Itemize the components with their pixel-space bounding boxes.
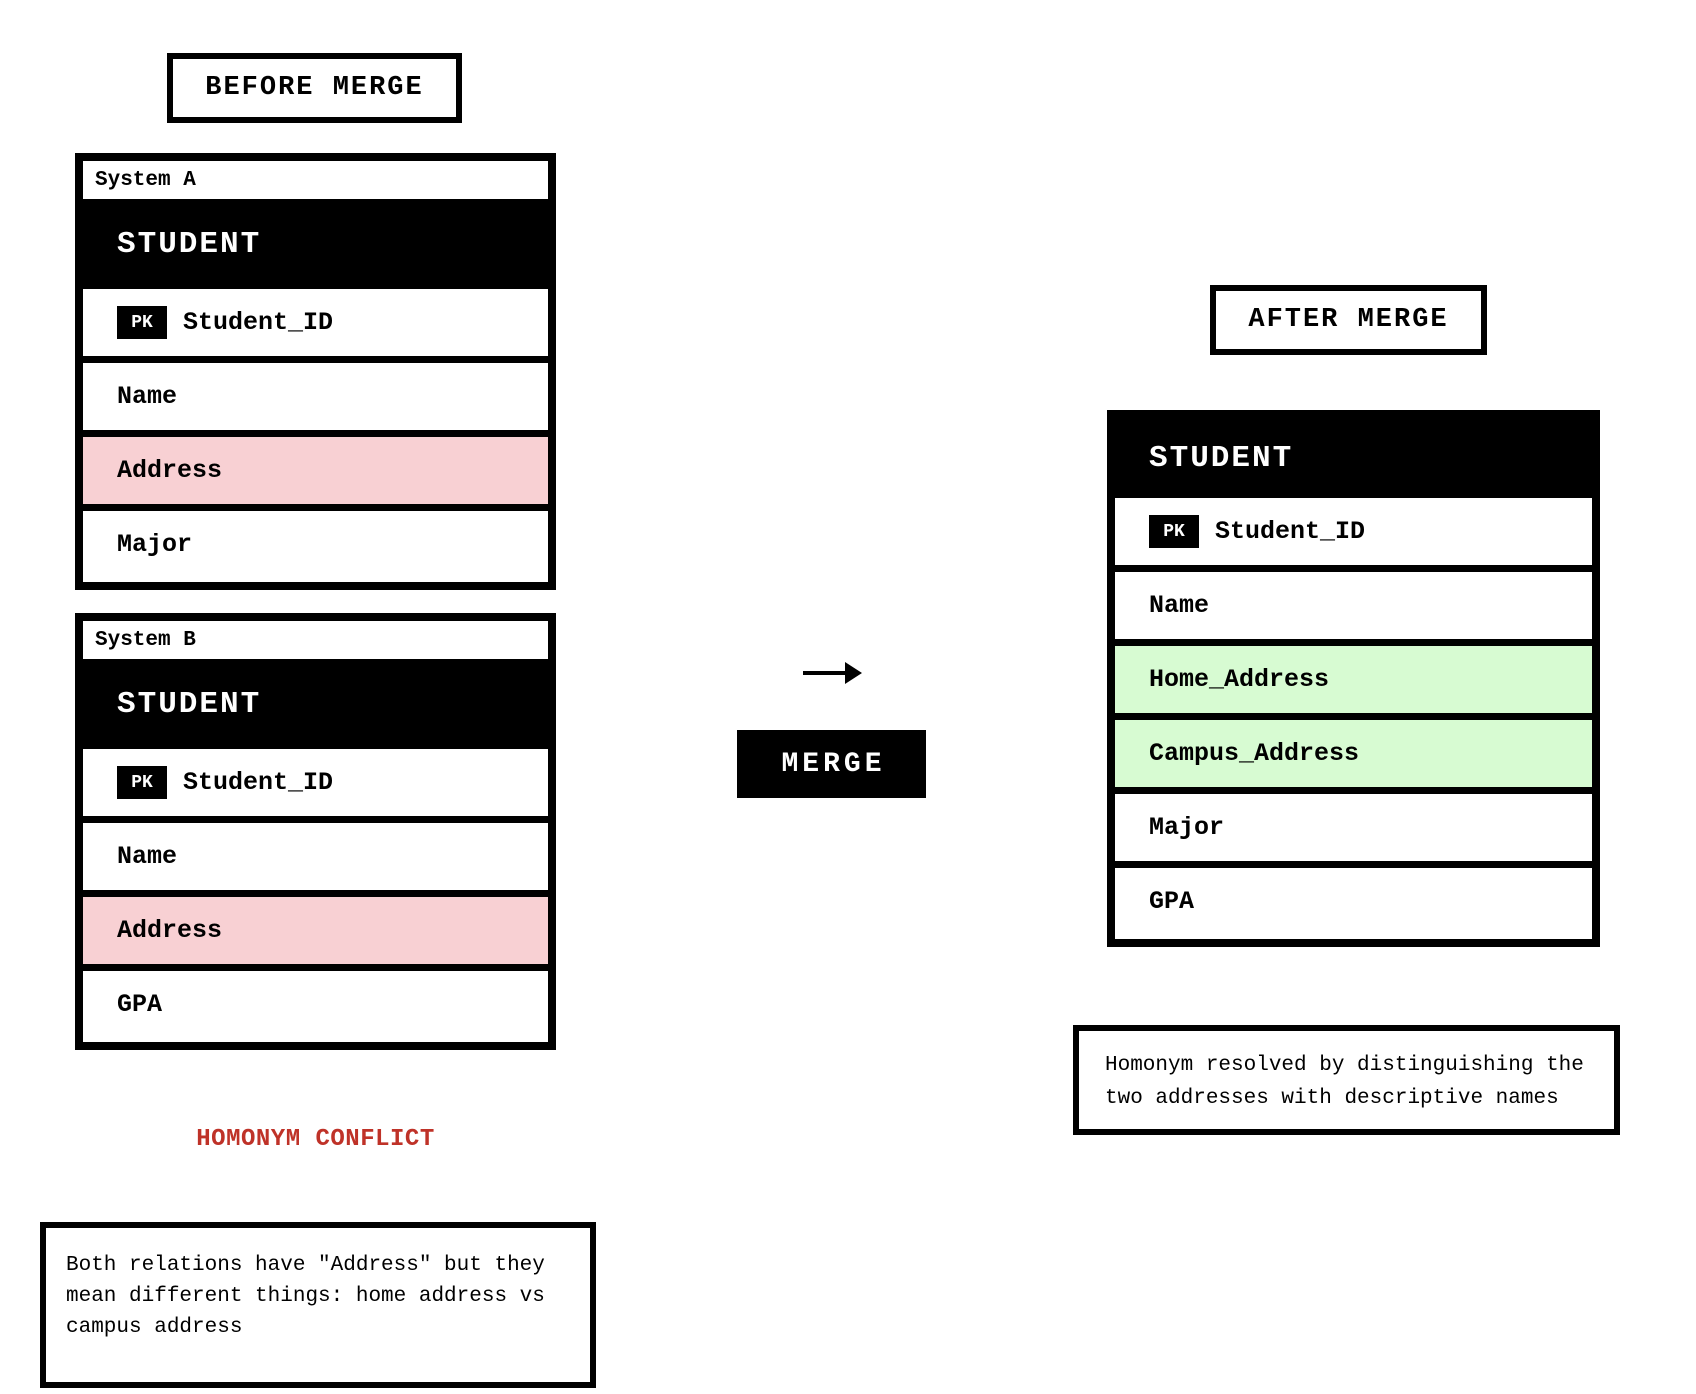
system-a-label: System A [95, 168, 196, 192]
attribute-label: GPA [117, 990, 163, 1019]
merged-entity-header: STUDENT [1115, 418, 1592, 498]
primary-key-badge: PK [117, 306, 167, 339]
homonym-conflict-label: HOMONYM CONFLICT [196, 1126, 435, 1153]
table-row [1115, 498, 1592, 565]
table-row [83, 504, 548, 578]
table-row-conflict [83, 430, 548, 504]
attribute-label: Major [117, 530, 193, 559]
merged-student-table [1107, 410, 1600, 947]
attribute-label: Major [1149, 813, 1225, 842]
primary-key-badge: PK [117, 766, 167, 799]
table-row [83, 816, 548, 890]
conflict-note [40, 1222, 596, 1388]
merge-button: MERGE [737, 730, 926, 798]
attribute-label: Name [117, 842, 178, 871]
note-line: Both relations have "Address" but they [66, 1254, 545, 1277]
attribute-label: Student_ID [183, 768, 334, 797]
system-a-table [75, 153, 556, 590]
system-b-entity-header: STUDENT [83, 659, 548, 749]
note-line: campus address [66, 1316, 243, 1339]
table-row [83, 964, 548, 1038]
note-line: Homonym resolved by distinguishing the [1105, 1054, 1584, 1077]
table-row [1115, 565, 1592, 639]
attribute-label: Home_Address [1149, 665, 1330, 694]
attribute-label: Student_ID [183, 308, 334, 337]
system-b-table [75, 613, 556, 1050]
attribute-label: Name [1149, 591, 1210, 620]
right-arrow-icon [801, 655, 863, 691]
attribute-label: Name [117, 382, 178, 411]
attribute-label: Campus_Address [1149, 739, 1360, 768]
after-merge-title: AFTER MERGE [1210, 285, 1487, 355]
note-line: two addresses with descriptive names [1105, 1087, 1559, 1110]
table-row [1115, 861, 1592, 935]
attribute-label: GPA [1149, 887, 1195, 916]
note-line: mean different things: home address vs [66, 1285, 545, 1308]
table-row [83, 749, 548, 816]
table-row [83, 289, 548, 356]
table-row-conflict [83, 890, 548, 964]
attribute-label: Student_ID [1215, 517, 1366, 546]
table-row-resolved [1115, 639, 1592, 713]
table-row [1115, 787, 1592, 861]
primary-key-badge: PK [1149, 515, 1199, 548]
system-b-label: System B [95, 628, 196, 652]
table-row [83, 356, 548, 430]
table-row-resolved [1115, 713, 1592, 787]
resolution-note [1073, 1025, 1620, 1135]
attribute-label: Address [117, 456, 223, 485]
attribute-label: Address [117, 916, 223, 945]
before-merge-title: BEFORE MERGE [167, 53, 462, 123]
system-a-entity-header: STUDENT [83, 199, 548, 289]
